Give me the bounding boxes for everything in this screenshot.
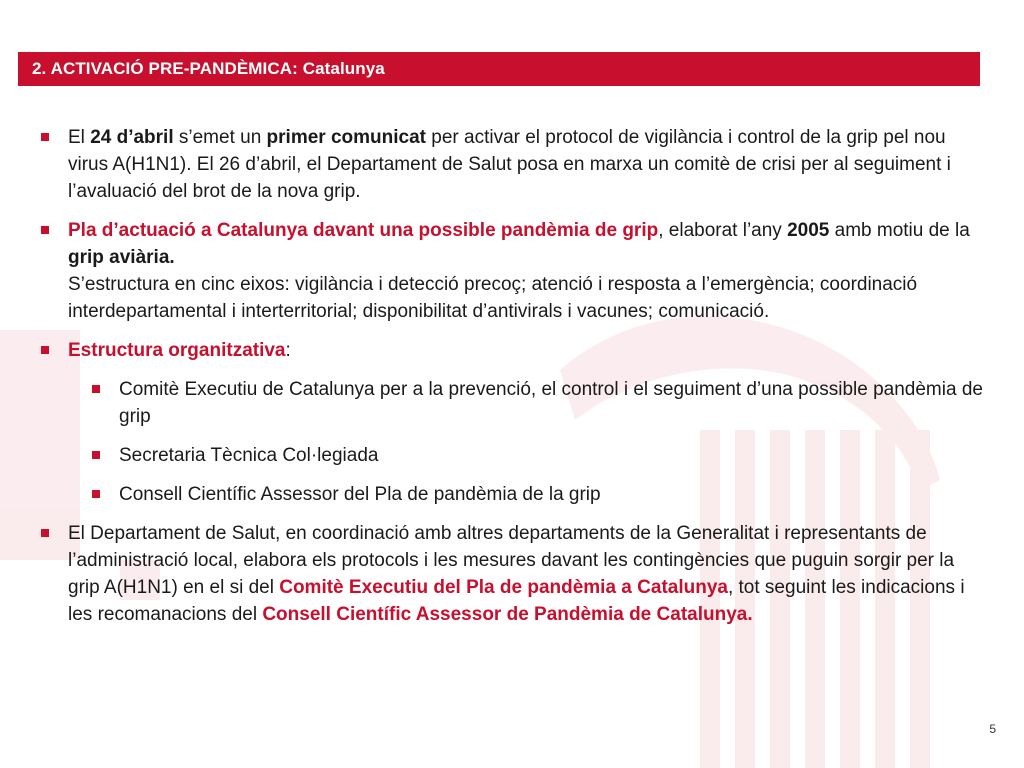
sub-bullet-item xyxy=(89,481,983,508)
bullet-highlight-text: Pla d’actuació a Catalunya davant una possible pandèmia de grip xyxy=(68,220,659,241)
bullet-bold-text: 24 d’abril xyxy=(90,127,174,148)
title-bar xyxy=(18,52,980,86)
page-number: 5 xyxy=(989,722,996,736)
bullet-text: amb motiu de la xyxy=(829,220,970,241)
slide-content xyxy=(38,124,983,640)
bullet-bold-text: grip aviària. xyxy=(68,247,175,268)
bullet-square-icon xyxy=(92,451,100,459)
bullet-text: El xyxy=(68,127,91,148)
bullet-item xyxy=(38,217,983,325)
bullet-bold-text: 2005 xyxy=(787,220,830,241)
bullet-item xyxy=(38,520,983,628)
slide-title: 2. ACTIVACIÓ PRE-PANDÈMICA: Catalunya xyxy=(32,59,385,78)
bullet-square-icon xyxy=(92,490,100,498)
bullet-square-icon xyxy=(92,385,100,393)
bullet-text: , elaborat l’any xyxy=(658,220,788,241)
sub-bullet-text: Consell Científic Assessor del Pla de pandèmia de la grip xyxy=(119,484,601,505)
bullet-item xyxy=(38,337,983,364)
bullet-text: , tot seguint les indicacions i les recomanacions del xyxy=(68,577,965,625)
bullet-square-icon xyxy=(41,133,49,141)
sub-bullet-item xyxy=(89,376,983,430)
bullet-square-icon xyxy=(41,529,49,537)
bullet-text: S’estructura en cinc eixos: vigilància i detecció precoç; atenció i resposta a l’emergència; coordinació interdepartamental i interterritorial; disponibilitat d’antivirals i vacunes; comunicació. xyxy=(68,274,918,322)
sub-bullet-item xyxy=(89,442,983,469)
bullet-item xyxy=(38,124,983,205)
bullet-square-icon xyxy=(41,226,49,234)
bullet-text: per activar el protocol de vigilància i control de la grip pel nou virus A(H1N1). El 26 d’abril, el Departament de Salut posa en marxa un comitè de crisi per al seguiment i l’avaluació del brot de la nova grip. xyxy=(68,127,951,202)
bullet-bold-text: primer comunicat xyxy=(266,127,426,148)
bullet-highlight-text: Consell Científic Assessor de Pandèmia de Catalunya. xyxy=(262,604,753,625)
bullet-text: : xyxy=(285,340,291,361)
bullet-text: s’emet un xyxy=(173,127,267,148)
bullet-highlight-text: Estructura organitzativa xyxy=(68,340,286,361)
bullet-text: El Departament de Salut, en coordinació amb altres departaments de la Generalitat i representants de l’administració local, elabora els protocols i les mesures davant les contingències que puguin sorgir per la grip A(H1N1) en el si del xyxy=(68,523,955,598)
sub-bullet-text: Comitè Executiu de Catalunya per a la prevenció, el control i el seguiment d’una possible pandèmia de grip xyxy=(119,379,983,427)
bullet-square-icon xyxy=(41,346,49,354)
bullet-highlight-text: Comitè Executiu del Pla de pandèmia a Catalunya xyxy=(279,577,728,598)
sub-bullet-text: Secretaria Tècnica Col·legiada xyxy=(119,445,379,466)
